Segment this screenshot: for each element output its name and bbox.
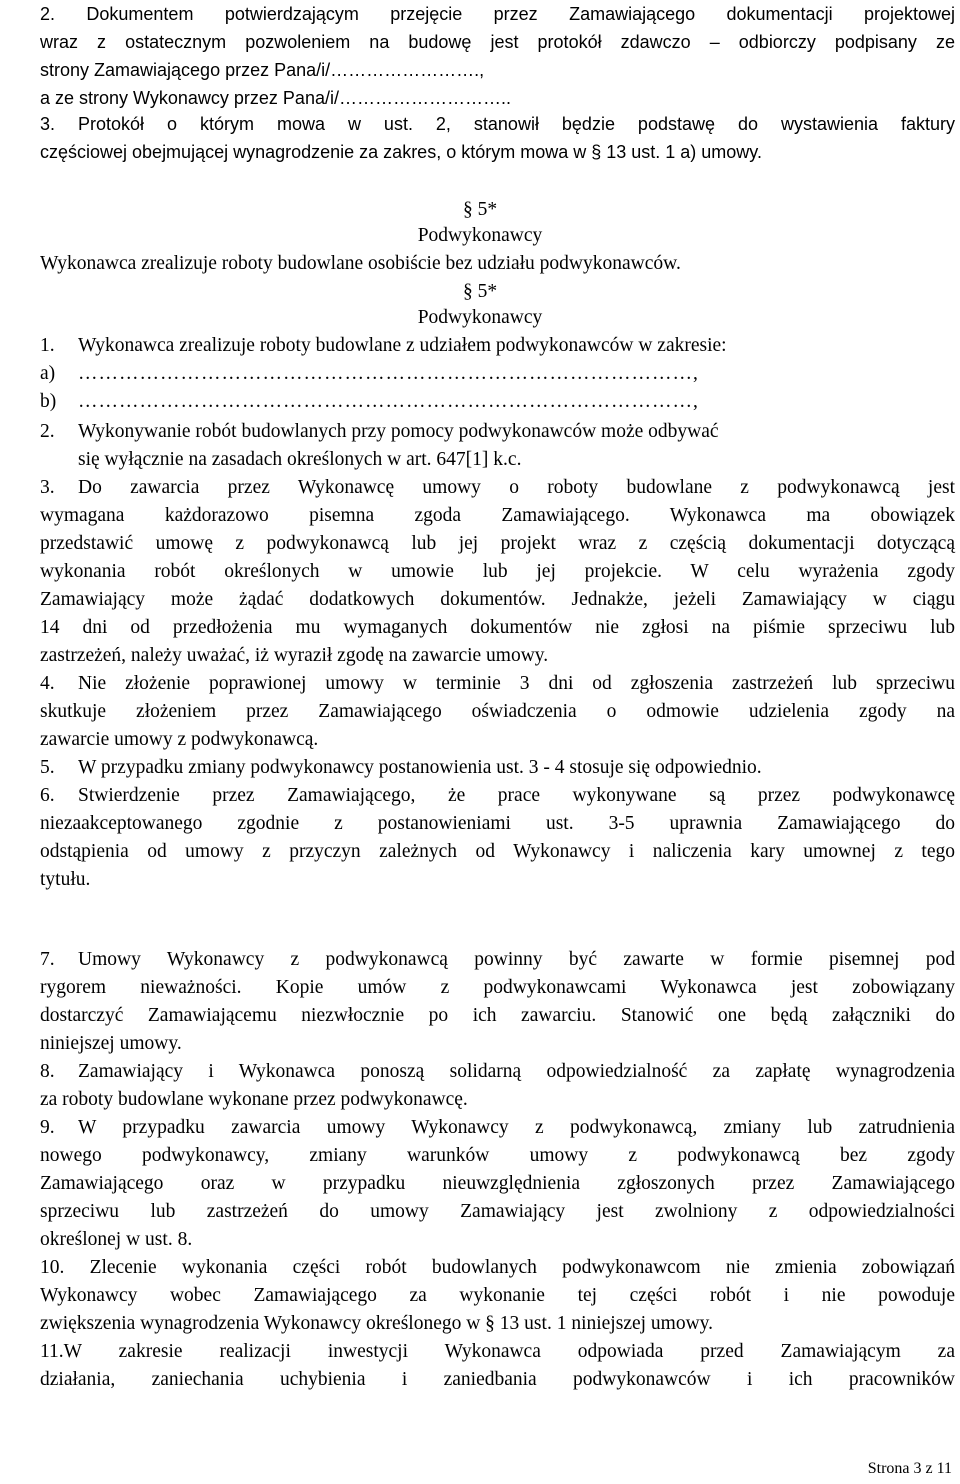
section-title: Podwykonawcy: [417, 225, 543, 246]
item-number: 1.: [40, 335, 55, 356]
item-number: 4.: [40, 673, 55, 694]
paragraph-line: zastrzeżeń, należy uważać, iż wyraził zgodę na zawarcie umowy.: [40, 645, 549, 666]
paragraph-line: nowego podwykonawcy, zmiany warunków umowy z podwykonawcą bez zgody: [40, 1145, 955, 1166]
paragraph-line: 3. Protokół o którym mowa w ust. 2, stanowił będzie podstawę do wystawienia faktury: [40, 114, 955, 134]
paragraph-line: dostarczyć Zamawiającemu niezwłocznie po ich zawarciu. Stanowić one będą załączniki do: [40, 1005, 955, 1026]
paragraph-line: 2. Dokumentem potwierdzającym przejęcie przez Zamawiającego dokumentacji projektowej: [40, 4, 955, 24]
paragraph-line: wraz z ostatecznym pozwoleniem na budowę jest protokół zdawczo – odbiorczy podpisany ze: [40, 32, 955, 52]
paragraph-line: sprzeciwu lub zastrzeżeń do umowy Zamawiający jest zwolniony z odpowiedzialności: [40, 1201, 955, 1222]
paragraph-line: Stwierdzenie przez Zamawiającego, że prace wykonywane są przez podwykonawcę: [78, 785, 955, 806]
paragraph-line: się wyłącznie na zasadach określonych w art. 647[1] k.c.: [78, 449, 522, 470]
paragraph-line: W przypadku zawarcia umowy Wykonawcy z podwykonawcą, zmiany lub zatrudnienia: [78, 1117, 955, 1138]
paragraph-line: W przypadku zmiany podwykonawcy postanowienia ust. 3 - 4 stosuje się odpowiednio.: [78, 757, 762, 778]
paragraph-line: wykonania robót określonych w umowie lub jej projekcie. W celu wyrażenia zgody: [40, 561, 955, 582]
paragraph-line: rygorem nieważności. Kopie umów z podwykonawcami Wykonawca jest zobowiązany: [40, 977, 955, 998]
paragraph-line: 14 dni od przedłożenia mu wymaganych dokumentów nie zgłosi na piśmie sprzeciwu lub: [40, 617, 955, 638]
paragraph-line: zawarcie umowy z podwykonawcą.: [40, 729, 319, 750]
paragraph-line: za roboty budowlane wykonane przez podwykonawcę.: [40, 1089, 468, 1110]
paragraph-line: Nie złożenie poprawionej umowy w terminie 3 dni od zgłoszenia zastrzeżeń lub sprzeciwu: [78, 673, 955, 694]
section-sign: § 5*: [462, 199, 498, 220]
item-number: 9.: [40, 1117, 55, 1138]
paragraph-line: Zamawiającego oraz w przypadku nieuwzględnienia zgłoszonych przez Zamawiającego: [40, 1173, 955, 1194]
item-letter: b): [40, 391, 57, 412]
paragraph-line: niezaakceptowanego zgodnie z postanowieniami ust. 3-5 uprawnia Zamawiającego do: [40, 813, 955, 834]
paragraph-line: Wykonawca zrealizuje roboty budowlane osobiście bez udziału podwykonawców.: [40, 253, 681, 274]
paragraph-line: a ze strony Wykonawcy przez Pana/i/………………………..: [40, 88, 511, 108]
item-number: 7.: [40, 949, 55, 970]
item-number: 2.: [40, 421, 55, 442]
item-number: 6.: [40, 785, 55, 806]
section-title: Podwykonawcy: [417, 307, 543, 328]
paragraph-line: określonej w ust. 8.: [40, 1229, 193, 1250]
paragraph-line: strony Zamawiającego przez Pana/i/…………………….,: [40, 60, 485, 80]
paragraph-line: 11.W zakresie realizacji inwestycji Wykonawca odpowiada przed Zamawiającym za: [40, 1341, 955, 1362]
paragraph-line: częściowej obejmującej wynagrodzenie za zakres, o którym mowa w § 13 ust. 1 a) umowy.: [40, 142, 762, 162]
paragraph-line: Do zawarcia przez Wykonawcę umowy o roboty budowlane z podwykonawcą jest: [78, 477, 955, 498]
page-number: Strona 3 z 11: [867, 1460, 952, 1477]
paragraph-line: niniejszej umowy.: [40, 1033, 182, 1054]
section-sign: § 5*: [462, 281, 498, 302]
paragraph-line: Zamawiający i Wykonawca ponoszą solidarną odpowiedzialność za zapłatę wynagrodzenia: [78, 1061, 955, 1082]
paragraph-line: Zamawiający może żądać dodatkowych dokumentów. Jednakże, jeżeli Zamawiający w ciągu: [40, 589, 955, 610]
fill-in-line: ………………………………………………………………………………,: [78, 391, 699, 412]
paragraph-line: 10. Zlecenie wykonania części robót budowlanych podwykonawcom nie zmienia zobowiązań: [40, 1257, 955, 1278]
paragraph-line: Wykonawcy wobec Zamawiającego za wykonanie tej części robót i nie powoduje: [40, 1285, 955, 1306]
item-number: 5.: [40, 757, 55, 778]
paragraph-line: Wykonywanie robót budowlanych przy pomocy podwykonawców może odbywać: [78, 421, 719, 442]
paragraph-line: tytułu.: [40, 869, 91, 890]
item-number: 8.: [40, 1061, 55, 1082]
item-letter: a): [40, 363, 56, 384]
paragraph-line: skutkuje złożeniem przez Zamawiającego oświadczenia o odmowie udzielenia zgody na: [40, 701, 955, 722]
paragraph-line: przedstawić umowę z podwykonawcą lub jej projekt wraz z częścią dokumentacji dotyczącą: [40, 533, 955, 554]
paragraph-line: Wykonawca zrealizuje roboty budowlane z udziałem podwykonawców w zakresie:: [78, 335, 727, 356]
paragraph-line: Umowy Wykonawcy z podwykonawcą powinny być zawarte w formie pisemnej pod: [78, 949, 955, 970]
paragraph-line: działania, zaniechania uchybienia i zaniedbania podwykonawców i ich pracowników: [40, 1369, 955, 1390]
paragraph-line: odstąpienia od umowy z przyczyn zależnych od Wykonawcy i naliczenia kary umownej z tego: [40, 841, 955, 862]
paragraph-line: zwiększenia wynagrodzenia Wykonawcy określonego w § 13 ust. 1 niniejszej umowy.: [40, 1313, 714, 1334]
item-number: 3.: [40, 477, 55, 498]
fill-in-line: ………………………………………………………………………………,: [78, 363, 699, 384]
paragraph-line: wymagana każdorazowo pisemna zgoda Zamawiającego. Wykonawca ma obowiązek: [40, 505, 955, 526]
